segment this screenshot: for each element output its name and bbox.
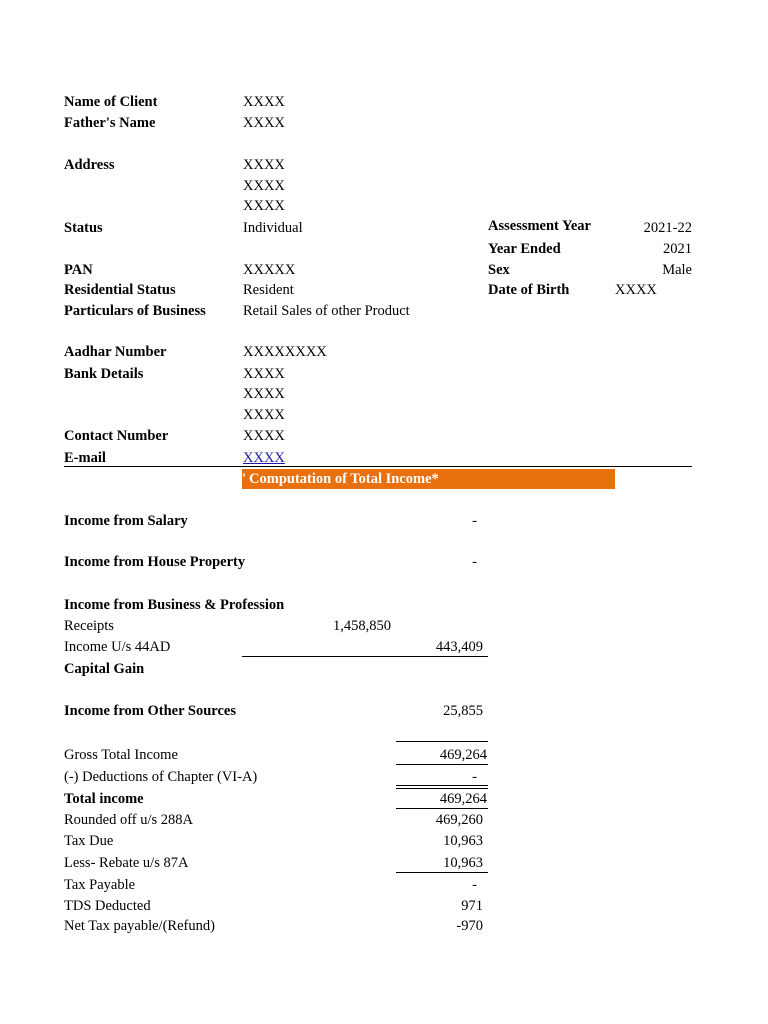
label-contact-number: Contact Number — [64, 428, 169, 444]
label-total-income: Total income — [64, 791, 144, 807]
total-double-line-2 — [396, 788, 488, 789]
label-bank-details: Bank Details — [64, 366, 144, 382]
value-gross-total-income: 469,264 — [439, 747, 487, 763]
label-pan: PAN — [64, 262, 93, 278]
label-income-other-sources: Income from Other Sources — [64, 703, 236, 719]
label-tax-due: Tax Due — [64, 833, 114, 849]
gross-bottom-line — [396, 764, 488, 765]
label-fathers-name: Father's Name — [64, 115, 156, 131]
value-fathers-name: XXXX — [243, 115, 285, 131]
value-deductions: - — [472, 769, 477, 785]
email-link[interactable]: XXXX — [243, 450, 285, 466]
label-year-ended: Year Ended — [488, 241, 561, 257]
value-net-tax-payable: -970 — [456, 918, 483, 934]
label-deductions: (-) Deductions of Chapter (VI-A) — [64, 769, 258, 785]
computation-banner-title: Computation of Total Income* — [249, 471, 439, 487]
label-net-tax-payable: Net Tax payable/(Refund) — [64, 918, 215, 934]
value-date-of-birth: XXXX — [615, 282, 657, 298]
label-tds-deducted: TDS Deducted — [64, 898, 151, 914]
value-name-of-client: XXXX — [243, 94, 285, 110]
value-rounded-off: 469,260 — [435, 812, 483, 828]
label-receipts: Receipts — [64, 618, 114, 634]
total-double-line-1 — [396, 785, 488, 786]
total-bottom-line — [396, 808, 488, 809]
gross-top-line — [396, 741, 488, 742]
label-income-salary: Income from Salary — [64, 513, 188, 529]
value-status: Individual — [243, 220, 303, 236]
underline-44ad — [242, 656, 488, 657]
label-assessment-year: Assessment Year — [488, 218, 591, 234]
label-sex: Sex — [488, 262, 510, 278]
label-income-44ad: Income U/s 44AD — [64, 639, 171, 655]
label-tax-payable: Tax Payable — [64, 877, 136, 893]
label-aadhar-number: Aadhar Number — [64, 344, 167, 360]
value-aadhar-number: XXXXXXXX — [243, 344, 327, 360]
label-address: Address — [64, 157, 115, 173]
value-pan: XXXXX — [243, 262, 296, 278]
value-contact-number: XXXX — [243, 428, 285, 444]
value-receipts: 1,458,850 — [333, 618, 391, 634]
rebate-underline — [396, 872, 488, 873]
value-residential-status: Resident — [243, 282, 294, 298]
label-email: E-mail — [64, 450, 106, 466]
value-particulars-of-business: Retail Sales of other Product — [243, 303, 410, 319]
address-line-3: XXXX — [243, 198, 285, 214]
label-capital-gain: Capital Gain — [64, 661, 145, 677]
value-income-other-sources: 25,855 — [443, 703, 483, 719]
bank-line-3: XXXX — [243, 407, 285, 423]
value-total-income: 469,264 — [439, 791, 487, 807]
value-sex: Male — [662, 262, 692, 278]
label-gross-total-income: Gross Total Income — [64, 747, 178, 763]
value-rebate-87a: 10,963 — [443, 855, 483, 871]
value-year-ended: 2021 — [663, 241, 692, 257]
value-tax-payable: - — [472, 877, 477, 893]
label-particulars-of-business: Particulars of Business — [64, 303, 206, 319]
label-rebate-87a: Less- Rebate u/s 87A — [64, 855, 189, 871]
value-income-44ad: 443,409 — [435, 639, 483, 655]
value-tax-due: 10,963 — [443, 833, 483, 849]
address-line-2: XXXX — [243, 178, 285, 194]
computation-banner: ' Computation of Total Income* — [242, 469, 615, 489]
label-income-business: Income from Business & Profession — [64, 597, 285, 613]
address-line-1: XXXX — [243, 157, 285, 173]
value-tds-deducted: 971 — [461, 898, 483, 914]
label-status: Status — [64, 220, 103, 236]
label-income-house-property: Income from House Property — [64, 554, 246, 570]
label-name-of-client: Name of Client — [64, 94, 158, 110]
value-income-house-property: - — [472, 554, 477, 570]
label-date-of-birth: Date of Birth — [488, 282, 570, 298]
bank-line-1: XXXX — [243, 366, 285, 382]
section-divider — [64, 466, 692, 467]
label-residential-status: Residential Status — [64, 282, 176, 298]
value-income-salary: - — [472, 513, 477, 529]
value-assessment-year: 2021-22 — [643, 220, 692, 236]
bank-line-2: XXXX — [243, 386, 285, 402]
label-rounded-off: Rounded off u/s 288A — [64, 812, 194, 828]
